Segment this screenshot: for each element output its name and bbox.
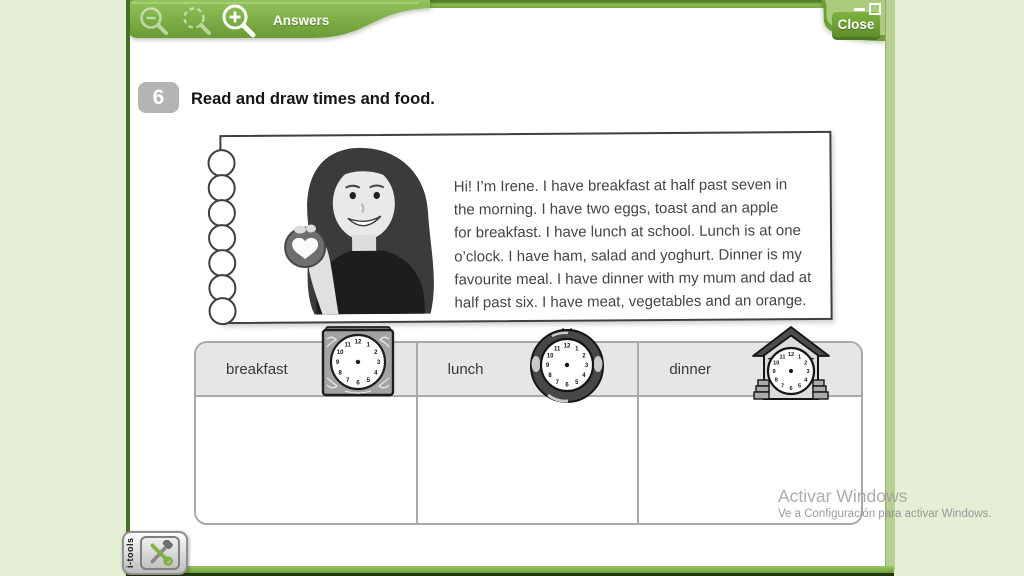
- svg-text:9: 9: [545, 363, 550, 370]
- svg-text:2: 2: [582, 353, 586, 360]
- svg-text:12: 12: [787, 352, 795, 358]
- svg-text:8: 8: [338, 370, 342, 377]
- spiral-ring: [207, 149, 235, 177]
- svg-text:6: 6: [356, 380, 360, 387]
- spiral-ring: [208, 174, 236, 202]
- maximize-icon[interactable]: [869, 3, 881, 15]
- exercise-number-badge: 6: [138, 82, 179, 113]
- girl-holding-apple-photo: [257, 142, 440, 315]
- activation-watermark-title: Activar Windows: [778, 486, 908, 506]
- tools-icon: [147, 540, 173, 566]
- itools-button[interactable]: [140, 536, 180, 570]
- svg-text:6: 6: [789, 386, 793, 392]
- svg-text:10: 10: [546, 353, 554, 360]
- window-border-bottom: [126, 566, 894, 576]
- svg-text:1: 1: [575, 346, 579, 353]
- svg-text:4: 4: [582, 372, 586, 379]
- svg-text:9: 9: [335, 360, 340, 367]
- spiral-ring: [208, 199, 236, 227]
- svg-text:3: 3: [584, 363, 589, 370]
- svg-text:12: 12: [354, 339, 362, 346]
- zoom-in-icon[interactable]: [221, 3, 259, 41]
- zoom-reset-icon[interactable]: [181, 5, 215, 39]
- svg-text:11: 11: [779, 354, 786, 361]
- svg-text:10: 10: [773, 360, 780, 367]
- svg-text:5: 5: [366, 377, 370, 384]
- svg-text:5: 5: [575, 380, 579, 386]
- spiral-ring: [208, 297, 236, 325]
- svg-text:7: 7: [346, 377, 350, 384]
- svg-text:1: 1: [797, 354, 802, 361]
- lunch-label: lunch: [447, 360, 484, 378]
- svg-text:3: 3: [806, 369, 810, 375]
- itools-label: i-tools: [125, 537, 135, 569]
- zoom-toolbar: [128, 0, 430, 42]
- spiral-ring: [208, 249, 236, 277]
- svg-text:4: 4: [804, 377, 808, 384]
- svg-text:2: 2: [804, 360, 808, 367]
- exercise-title: Read and draw times and food.: [191, 90, 435, 108]
- window-border-left: [126, 0, 130, 570]
- svg-text:7: 7: [780, 383, 785, 390]
- svg-text:9: 9: [772, 369, 776, 375]
- itools-tab: [122, 531, 188, 575]
- dinner-clock[interactable]: [751, 325, 831, 403]
- reading-passage-text: Hi! I’m Irene. I have breakfast at half past seven in the morning. I have two eggs, toast and an apple for breakfast. I have lunch at school. Lunch is at one o’clock. I have ham, salad and yoghurt. Dinner is my favourite meal. I have dinner with my mum and dad at half past six. I have meat, vegetables and an orange.: [453, 176, 812, 312]
- minimize-icon[interactable]: [854, 8, 865, 11]
- svg-text:6: 6: [565, 382, 569, 389]
- svg-text:2: 2: [374, 349, 378, 356]
- answers-button[interactable]: Answers: [273, 13, 330, 28]
- lunch-clock[interactable]: [528, 327, 606, 403]
- page-content: [130, 0, 885, 566]
- dinner-label: dinner: [669, 360, 712, 378]
- svg-text:8: 8: [774, 377, 778, 384]
- svg-text:8: 8: [548, 372, 552, 379]
- svg-text:4: 4: [374, 370, 378, 377]
- breakfast-clock[interactable]: [320, 325, 396, 399]
- svg-text:7: 7: [555, 380, 559, 386]
- svg-text:3: 3: [376, 360, 381, 367]
- breakfast-label: breakfast: [226, 360, 288, 378]
- spiral-ring: [208, 224, 236, 252]
- window-border-right: [885, 0, 895, 570]
- close-button[interactable]: Close: [832, 12, 880, 40]
- reading-passage-card: [219, 131, 832, 324]
- zoom-out-icon[interactable]: [138, 5, 172, 39]
- lunch-drawing-cell[interactable]: [418, 397, 640, 523]
- svg-text:11: 11: [554, 346, 561, 353]
- svg-text:12: 12: [563, 343, 571, 350]
- svg-text:5: 5: [797, 383, 802, 390]
- breakfast-drawing-cell[interactable]: [196, 397, 418, 523]
- svg-text:10: 10: [336, 349, 344, 356]
- svg-text:11: 11: [344, 342, 351, 349]
- svg-text:1: 1: [366, 342, 370, 349]
- activation-watermark-subtitle: Ve a Configuración para activar Windows.: [778, 508, 992, 520]
